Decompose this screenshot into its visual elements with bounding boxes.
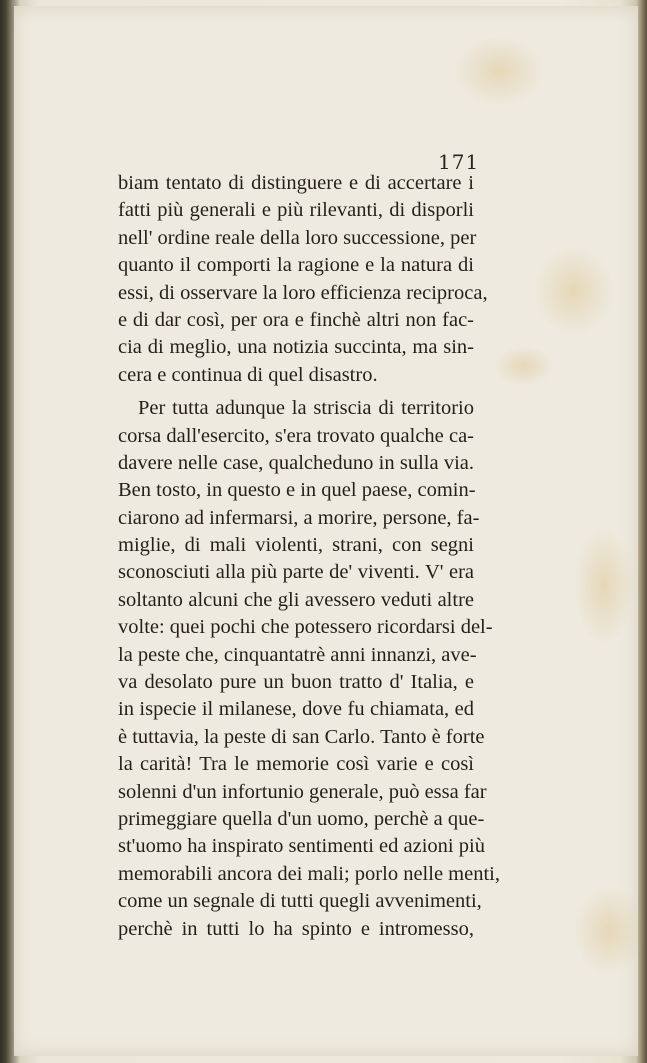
text-line: quanto il comporti la ragione e la natura di	[118, 254, 474, 277]
body-text	[118, 170, 500, 943]
text-line: sconosciuti alla più parte de' viventi. V' era	[118, 561, 474, 584]
paragraph-2	[118, 395, 500, 943]
text-line: volte: quei pochi che potessero ricordarsi del-	[118, 616, 493, 639]
text-line: in ispecie il milanese, dove fu chiamata, ed	[118, 698, 474, 721]
foxing-stain	[454, 36, 544, 106]
text-line: fatti più generali e più rilevanti, di disporli	[118, 199, 474, 222]
text-line: la peste che, cinquantatrè anni innanzi, ave-	[118, 643, 477, 666]
text-line: come un segnale di tutti quegli avvenimenti,	[118, 890, 482, 913]
text-line: primeggiare quella d'un uomo, perchè a que-	[118, 807, 485, 830]
text-line: perchè in tutti lo ha spinto e intromesso,	[118, 917, 474, 940]
text-line: essi, di osservare la loro efficienza reciproca,	[118, 281, 488, 304]
text-line: cia di meglio, una notizia succinta, ma sin-	[118, 336, 474, 359]
text-line: soltanto alcuni che gli avessero veduti altre	[118, 588, 474, 611]
text-line: è tuttavia, la peste di san Carlo. Tanto è forte	[118, 725, 485, 748]
paragraph-1	[118, 170, 488, 389]
text-line: nell' ordine reale della loro successione, per	[118, 226, 477, 249]
text-line: st'uomo ha inspirato sentimenti ed azioni più	[118, 835, 485, 858]
text-line: ciarono ad infermarsi, a morire, persone, fa-	[118, 506, 480, 529]
text-line: e di dar così, per ora e finchè altri non fac-	[118, 308, 474, 331]
foxing-stain	[574, 526, 634, 646]
text-line: va desolato pure un buon tratto d' Italia, e	[118, 671, 474, 694]
page-number: 171	[438, 150, 480, 174]
foxing-stain	[534, 246, 614, 336]
text-line: biam tentato di distinguere e di accertare i	[118, 172, 474, 194]
text-line: davere nelle case, qualcheduno in sulla via.	[118, 451, 474, 474]
text-line: la carità! Tra le memorie così varie e così	[118, 753, 474, 776]
text-line: solenni d'un infortunio generale, può essa far	[118, 780, 487, 803]
foxing-stain	[574, 886, 644, 976]
text-line: cera e continua di quel disastro.	[118, 363, 378, 386]
text-line: memorabili ancora dei mali; porlo nelle menti,	[118, 862, 500, 885]
text-line: corsa dall'esercito, s'era trovato qualche ca-	[118, 424, 474, 447]
foxing-stain	[494, 346, 554, 386]
text-line: miglie, di mali violenti, strani, con segni	[118, 534, 474, 557]
text-line: Per tutta adunque la striscia di territorio	[138, 397, 474, 420]
text-line: Ben tosto, in questo e in quel paese, comin-	[118, 479, 476, 502]
